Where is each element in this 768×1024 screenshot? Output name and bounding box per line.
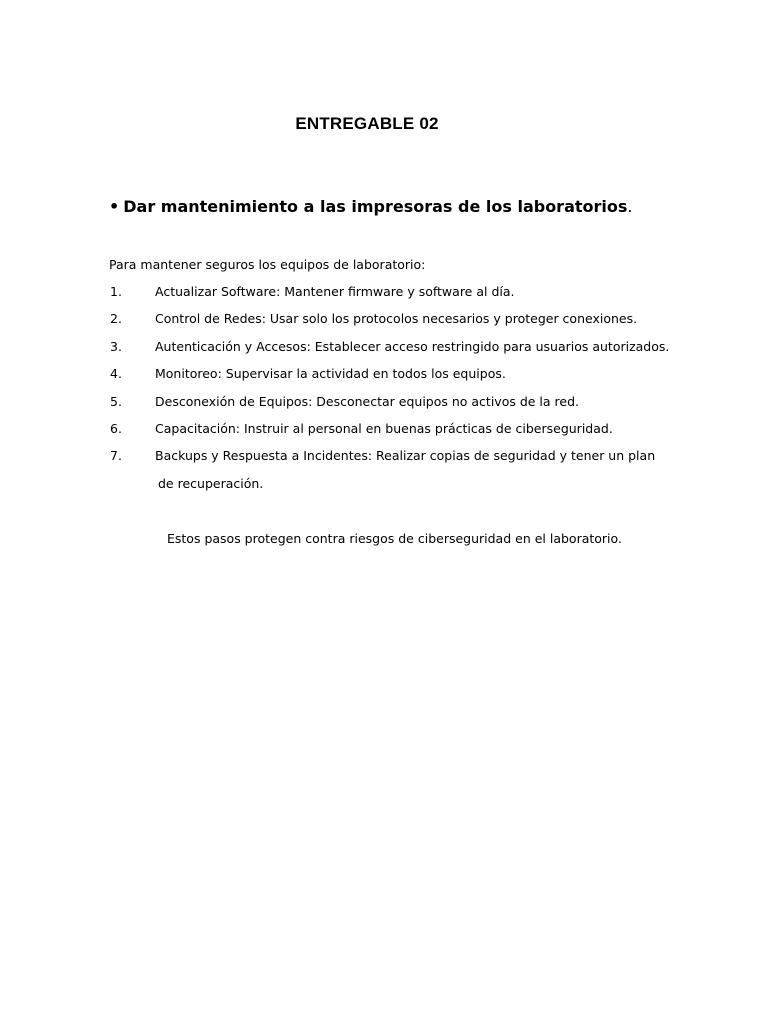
list-item-number: 1. <box>110 284 122 299</box>
section-heading-text: Dar mantenimiento a las impresoras de los laboratorios <box>123 197 628 216</box>
section-heading <box>109 197 633 216</box>
list-item-text: Capacitación: Instruir al personal en buenas prácticas de ciberseguridad. <box>155 420 613 436</box>
list-item-text: Control de Redes: Usar solo los protocolos necesarios y proteger conexiones. <box>155 311 638 327</box>
list-item-number: 4. <box>110 366 122 382</box>
list-item-number: 5. <box>110 393 122 409</box>
closing-paragraph: Estos pasos protegen contra riesgos de ciberseguridad en el laboratorio. <box>167 531 622 546</box>
intro-paragraph: Para mantener seguros los equipos de laboratorio: <box>109 257 426 272</box>
list-item-text: Monitoreo: Supervisar la actividad en todos los equipos. <box>155 366 506 382</box>
list-item-number: 7. <box>110 448 122 464</box>
list-item-number: 3. <box>110 338 122 354</box>
section-heading-period: . <box>627 197 633 216</box>
list-item-text: Desconexión de Equipos: Desconectar equipos no activos de la red. <box>155 393 580 409</box>
list-item-number: 2. <box>110 311 122 327</box>
document-title: ENTREGABLE 02 <box>295 114 439 133</box>
bullet-icon: • <box>109 197 120 216</box>
list-item-number: 6. <box>110 420 122 436</box>
list-item-text: Autenticación y Accesos: Establecer acceso restringido para usuarios autorizados. <box>155 338 670 354</box>
list-item-text: Actualizar Software: Mantener firmware y software al día. <box>155 284 515 299</box>
list-item-text: Backups y Respuesta a Incidentes: Realizar copias de seguridad y tener un plan <box>155 448 656 464</box>
list-item-continuation: de recuperación. <box>158 475 264 491</box>
